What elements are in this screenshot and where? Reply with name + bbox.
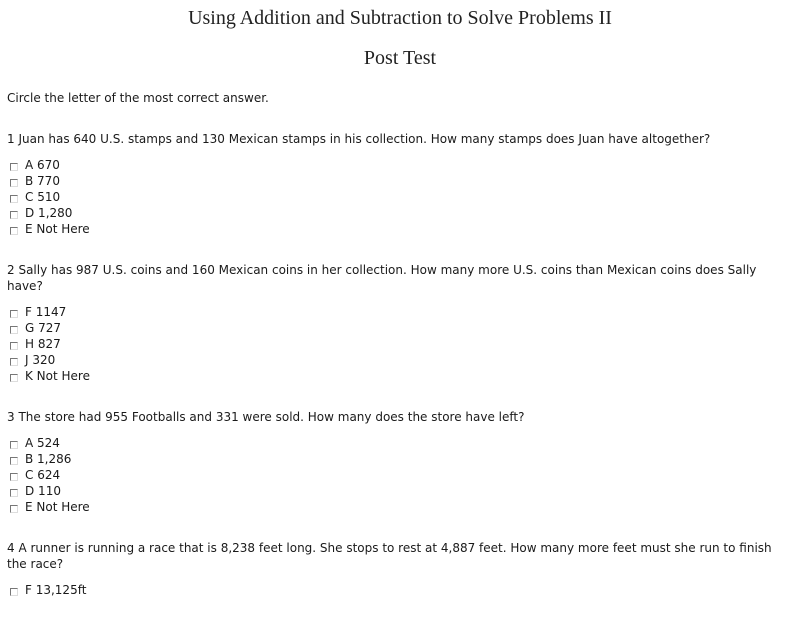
choice-label: A 670 bbox=[25, 158, 60, 172]
answer-choice[interactable] bbox=[7, 189, 787, 205]
checkbox-icon[interactable] bbox=[10, 310, 18, 318]
instructions-text: Circle the letter of the most correct answer. bbox=[7, 91, 269, 105]
answer-choices bbox=[7, 157, 787, 237]
checkbox-icon[interactable] bbox=[10, 374, 18, 382]
checkbox-icon[interactable] bbox=[10, 179, 18, 187]
question-text: 4 A runner is running a race that is 8,238 feet long. She stops to rest at 4,887 feet. How many more feet must she run to finish the race? bbox=[7, 541, 772, 571]
answer-choice[interactable] bbox=[7, 499, 787, 515]
answer-choice[interactable] bbox=[7, 304, 787, 320]
checkbox-icon[interactable] bbox=[10, 358, 18, 366]
answer-choices bbox=[7, 582, 787, 598]
answer-choice[interactable] bbox=[7, 336, 787, 352]
checkbox-icon[interactable] bbox=[10, 457, 18, 465]
choice-label: E Not Here bbox=[25, 500, 90, 514]
page-subtitle: Post Test bbox=[363, 47, 437, 69]
choice-label: A 524 bbox=[25, 436, 60, 450]
question-3 bbox=[7, 409, 787, 515]
answer-choice[interactable] bbox=[7, 320, 787, 336]
answer-choice[interactable] bbox=[7, 352, 787, 368]
question-text: 2 Sally has 987 U.S. coins and 160 Mexican coins in her collection. How many more U.S. coins than Mexican coins does Sally have? bbox=[7, 263, 757, 293]
checkbox-icon[interactable] bbox=[10, 227, 18, 235]
choice-label: C 510 bbox=[25, 190, 61, 204]
question-text: 3 The store had 955 Footballs and 331 were sold. How many does the store have left? bbox=[7, 410, 525, 424]
checkbox-icon[interactable] bbox=[10, 342, 18, 350]
answer-choice[interactable] bbox=[7, 157, 787, 173]
checkbox-icon[interactable] bbox=[10, 195, 18, 203]
choice-label: E Not Here bbox=[25, 222, 90, 236]
choice-label: F 1147 bbox=[25, 305, 67, 319]
test-content bbox=[7, 90, 787, 623]
choice-label: F 13,125ft bbox=[25, 583, 87, 597]
question-2 bbox=[7, 262, 787, 384]
answer-choice[interactable] bbox=[7, 173, 787, 189]
checkbox-icon[interactable] bbox=[10, 441, 18, 449]
checkbox-icon[interactable] bbox=[10, 489, 18, 497]
choice-label: B 770 bbox=[25, 174, 60, 188]
answer-choices bbox=[7, 304, 787, 384]
question-text: 1 Juan has 640 U.S. stamps and 130 Mexican stamps in his collection. How many stamps does Juan have altogether? bbox=[7, 132, 711, 146]
checkbox-icon[interactable] bbox=[10, 163, 18, 171]
choice-label: H 827 bbox=[25, 337, 61, 351]
answer-choice[interactable] bbox=[7, 435, 787, 451]
answer-choice[interactable] bbox=[7, 467, 787, 483]
answer-choice[interactable] bbox=[7, 221, 787, 237]
page-title: Using Addition and Subtraction to Solve Problems II bbox=[188, 7, 612, 29]
choice-label: J 320 bbox=[25, 353, 56, 367]
answer-choice[interactable] bbox=[7, 451, 787, 467]
checkbox-icon[interactable] bbox=[10, 505, 18, 513]
answer-choice[interactable] bbox=[7, 368, 787, 384]
choice-label: G 727 bbox=[25, 321, 62, 335]
choice-label: B 1,286 bbox=[25, 452, 72, 466]
question-1 bbox=[7, 131, 787, 237]
header bbox=[0, 0, 800, 69]
question-4 bbox=[7, 540, 787, 598]
checkbox-icon[interactable] bbox=[10, 588, 18, 596]
checkbox-icon[interactable] bbox=[10, 326, 18, 334]
choice-label: C 624 bbox=[25, 468, 61, 482]
answer-choice[interactable] bbox=[7, 483, 787, 499]
answer-choice[interactable] bbox=[7, 582, 787, 598]
checkbox-icon[interactable] bbox=[10, 211, 18, 219]
answer-choice[interactable] bbox=[7, 205, 787, 221]
checkbox-icon[interactable] bbox=[10, 473, 18, 481]
choice-label: D 1,280 bbox=[25, 206, 73, 220]
choice-label: K Not Here bbox=[25, 369, 90, 383]
choice-label: D 110 bbox=[25, 484, 61, 498]
answer-choices bbox=[7, 435, 787, 515]
